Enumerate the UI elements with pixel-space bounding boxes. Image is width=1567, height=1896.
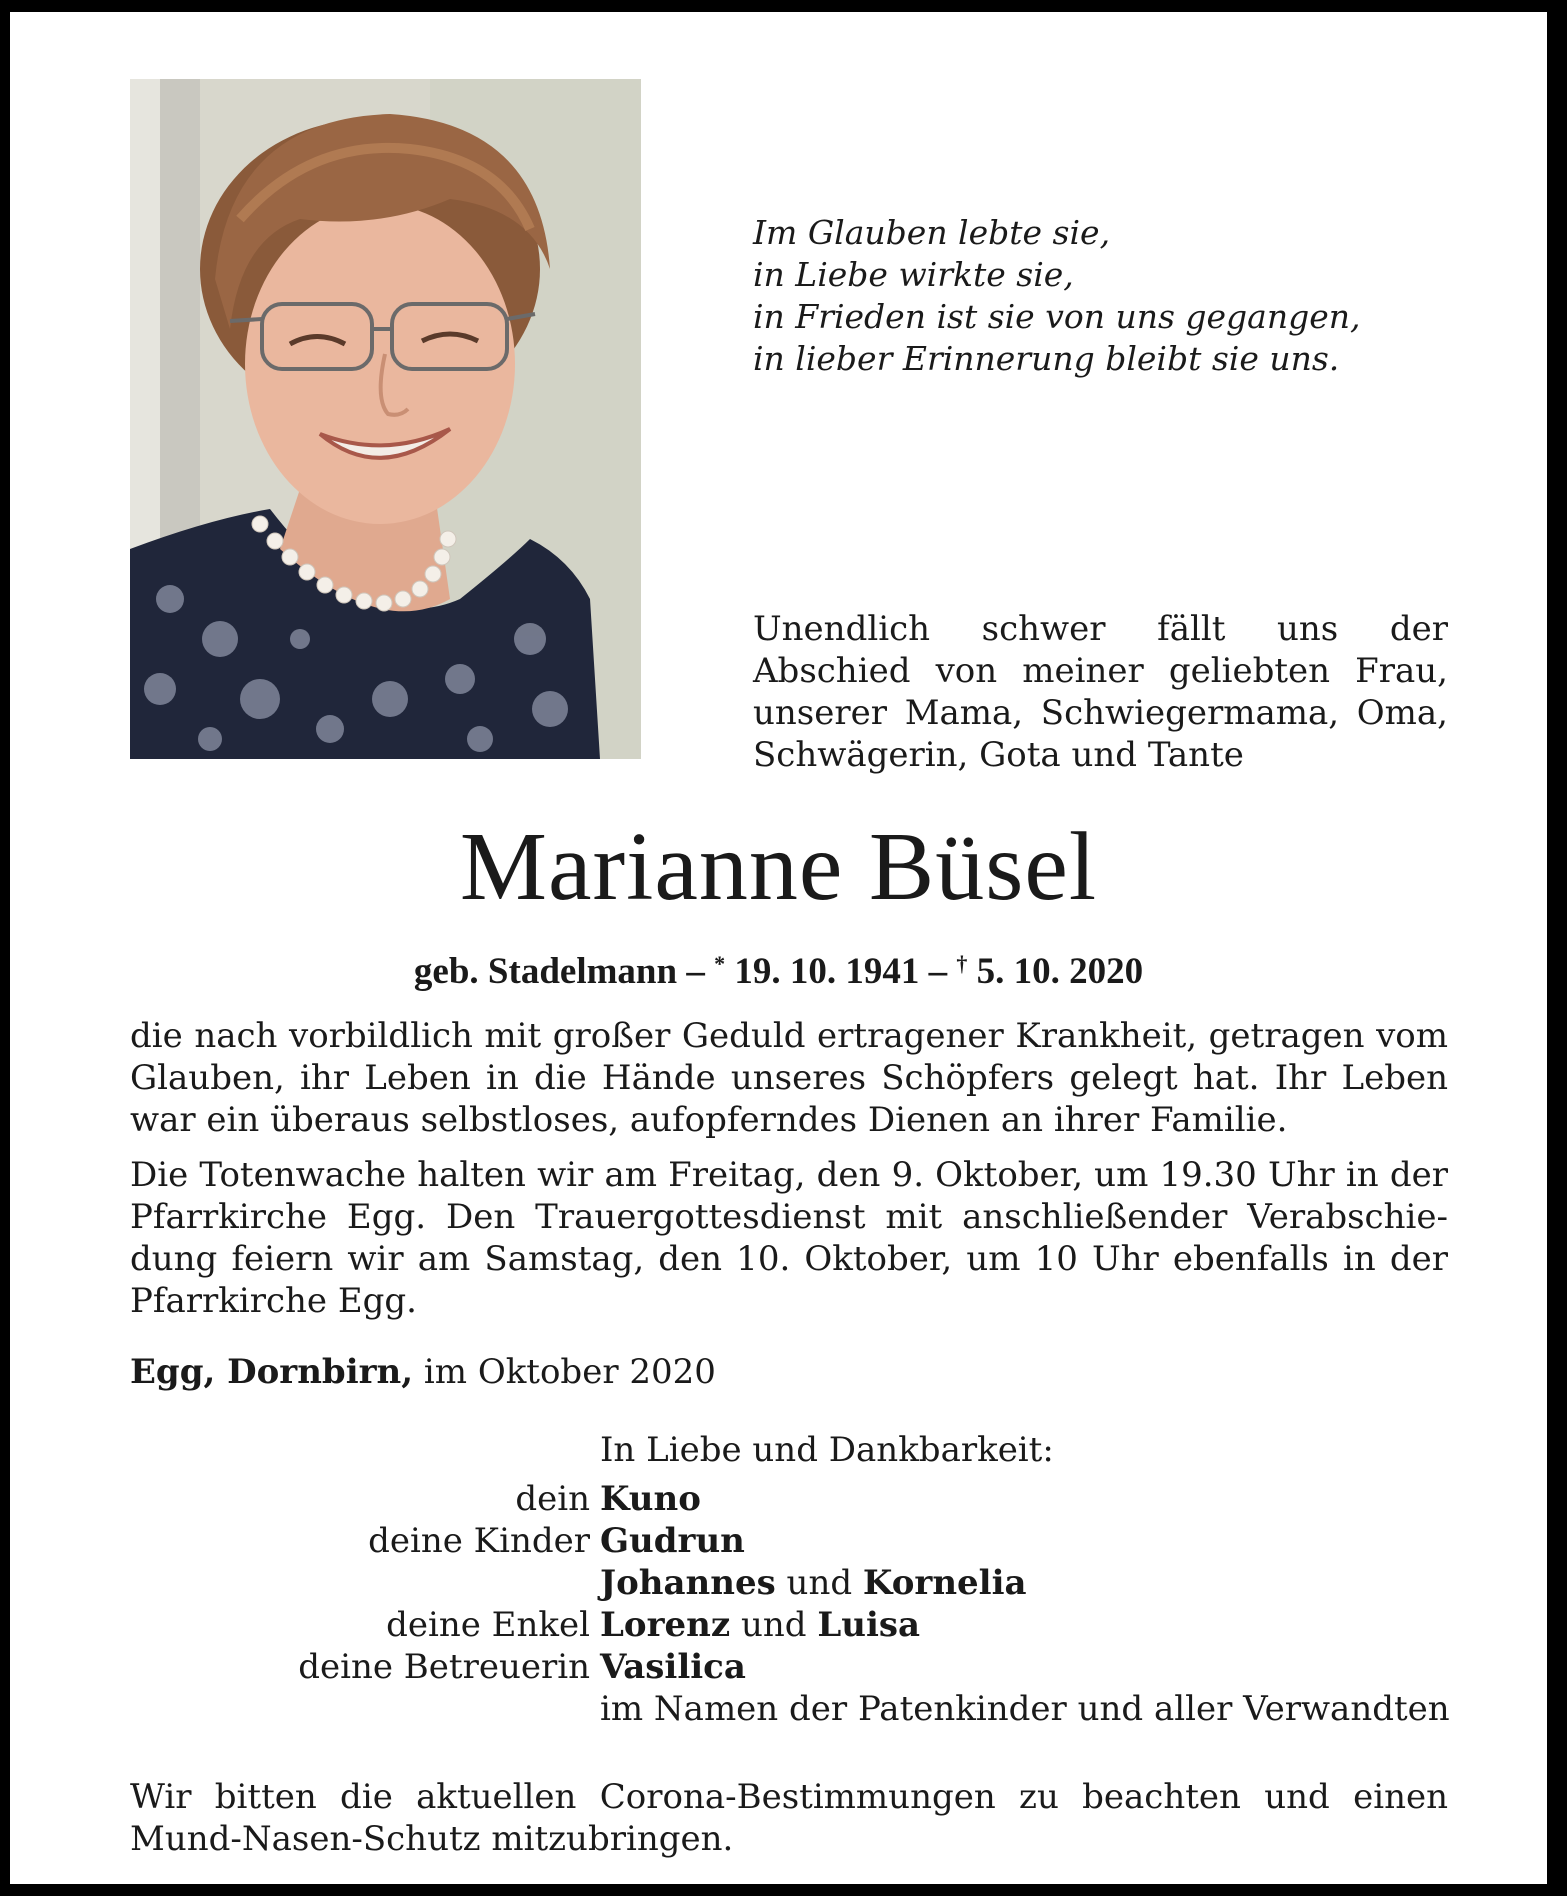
family-role bbox=[10, 1562, 600, 1604]
family-connector: im Namen der Patenkinder und aller Verwandten bbox=[600, 1689, 1450, 1729]
family-role bbox=[10, 1688, 600, 1730]
family-name: Luisa bbox=[817, 1605, 921, 1645]
place-name: Egg, Dornbirn, bbox=[130, 1352, 414, 1392]
family-name: Kuno bbox=[600, 1479, 701, 1519]
life-dates bbox=[10, 942, 1547, 994]
family-row bbox=[10, 1478, 1470, 1520]
paragraph-life: die nach vorbildlich mit großer Geduld ertragener Krankheit, getragen vom Glauben, ihr Leben in die Hände unseres Schöpfers gelegt hat. Ihr Leben war ein überaus selbstloses, aufopferndes Dienen an ihrer Familie. bbox=[130, 1016, 1448, 1140]
family-role: deine Betreuerin bbox=[298, 1647, 590, 1687]
death-separator: – bbox=[919, 951, 957, 992]
deceased-name: Marianne Büsel bbox=[459, 813, 1098, 921]
obituary-page bbox=[10, 12, 1547, 1884]
paragraph-funeral: Die Totenwache halten wir am Freitag, den 9. Oktober, um 19.30 Uhr in der Pfarrkirche Egg. Den Trauergottesdienst mit anschließender Verabschiedung feiern wir am Samstag, den 10. Oktober, um 10 Uhr ebenfalls in der Pfarrkirche Egg. bbox=[130, 1155, 1448, 1321]
birth-date: 19. 10. 1941 bbox=[725, 951, 920, 992]
family-name: Kornelia bbox=[862, 1563, 1027, 1603]
family-row bbox=[10, 1646, 1470, 1688]
family-row bbox=[10, 1688, 1470, 1730]
poem-line: in Frieden ist sie von uns gegangen, bbox=[753, 297, 1361, 336]
closing-line: In Liebe und Dankbarkeit: bbox=[600, 1430, 1054, 1470]
birth-star-icon: * bbox=[714, 951, 726, 976]
poem bbox=[753, 212, 1453, 380]
intro-text: Unendlich schwer fällt uns der Abschied von meiner geliebten Frau, unserer Mama, Schwiegermama, Oma, Schwägerin, Gota und Tante bbox=[753, 609, 1448, 775]
poem-line: Im Glauben lebte sie, bbox=[753, 213, 1111, 252]
family-list bbox=[10, 1478, 1470, 1730]
family-name: Johannes bbox=[600, 1563, 776, 1603]
place-date-text: im Oktober 2020 bbox=[413, 1352, 716, 1392]
born-name: geb. Stadelmann bbox=[413, 951, 678, 992]
paragraph-corona-notice: Wir bitten die aktuellen Corona-Bestimmungen zu beachten und einen Mund-Nasen-Schutz mitzubringen. bbox=[130, 1777, 1448, 1859]
family-row bbox=[10, 1520, 1470, 1562]
death-date: 5. 10. 2020 bbox=[967, 951, 1144, 992]
birth-separator: – bbox=[677, 951, 715, 992]
family-role: deine Kinder bbox=[368, 1521, 590, 1561]
family-role: deine Enkel bbox=[386, 1605, 590, 1645]
family-connector: und bbox=[775, 1563, 863, 1603]
family-name: Vasilica bbox=[600, 1647, 746, 1687]
portrait-illustration bbox=[130, 79, 641, 759]
family-row bbox=[10, 1562, 1470, 1604]
poem-line: in Liebe wirkte sie, bbox=[753, 255, 1074, 294]
family-name: Lorenz bbox=[600, 1605, 731, 1645]
family-role: dein bbox=[515, 1479, 590, 1519]
death-cross-icon: † bbox=[956, 951, 968, 976]
family-connector: und bbox=[730, 1605, 818, 1645]
portrait-photo bbox=[130, 79, 641, 759]
family-name: Gudrun bbox=[600, 1521, 745, 1561]
poem-line: in lieber Erinnerung bleibt sie uns. bbox=[753, 339, 1340, 378]
family-row bbox=[10, 1604, 1470, 1646]
place-date bbox=[130, 1351, 1448, 1393]
